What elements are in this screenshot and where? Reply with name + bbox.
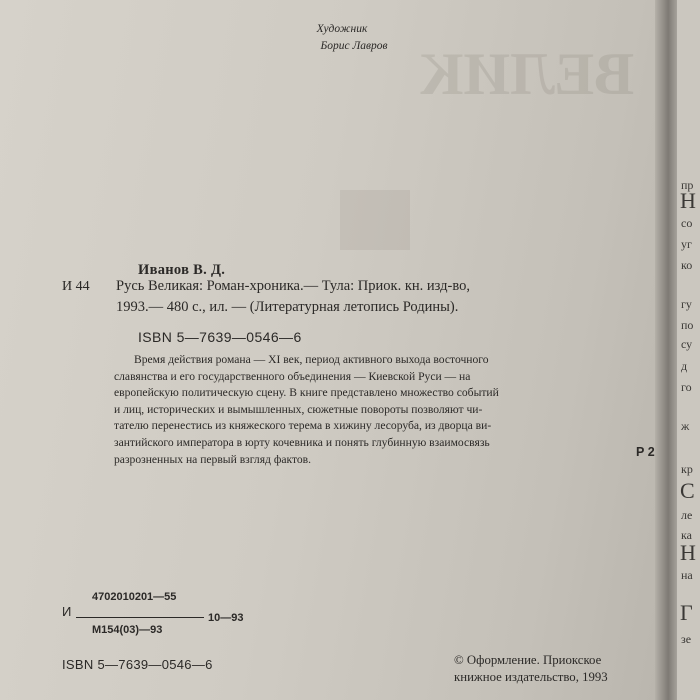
pub-code-denominator: М154(03)—93	[92, 624, 163, 636]
pub-code-numerator: 4702010201—55	[92, 591, 177, 603]
book-gutter	[655, 0, 677, 700]
footer-isbn: ISBN 5—7639—0546—6	[62, 657, 213, 672]
abstract-line: зантийского императора в юрту кочевника и понять глубинную взаимосвязь	[114, 435, 490, 449]
facing-text: су	[681, 337, 693, 351]
abstract-line: разрозненных на первый взгляд фактов.	[114, 452, 312, 466]
facing-text: ко	[681, 258, 693, 272]
facing-page	[677, 0, 700, 700]
isbn: ISBN 5—7639—0546—6	[138, 329, 302, 345]
illustrator-role: Художник	[316, 23, 368, 35]
abstract-line: европейскую политическую сцену. В книге представлено множество событий	[114, 386, 499, 400]
facing-text: зе	[681, 632, 692, 646]
show-through: ВЕЛИК	[420, 41, 635, 107]
facing-text: ж	[681, 419, 690, 433]
abstract-line: тателю перенестись из княжеского терема в хижину лесоруба, из дворца ви-	[114, 419, 492, 433]
facing-text: со	[681, 216, 693, 230]
facing-text: кр	[681, 462, 693, 476]
bibliographic-line-2: 1993.— 480 с., ил. — (Литературная летопись Родины).	[116, 299, 459, 315]
facing-text: уг	[681, 237, 692, 251]
copyright-line-1: © Оформление. Приокское	[454, 653, 602, 667]
facing-text: ка	[681, 528, 692, 542]
abstract	[114, 352, 654, 468]
facing-text: пр	[681, 178, 694, 192]
fraction-line	[76, 617, 204, 618]
illustrator-name: Борис Лавров	[320, 40, 388, 52]
copyright	[454, 652, 608, 686]
facing-text: д	[681, 359, 688, 373]
bibliographic-line-1: Русь Великая: Роман-хроника.— Тула: Приок. кн. изд-во,	[116, 278, 470, 294]
facing-text: Н	[680, 188, 696, 213]
facing-text: по	[681, 318, 694, 332]
facing-text: на	[681, 568, 693, 582]
author-name: Иванов В. Д.	[138, 262, 226, 278]
pub-code-year: 10—93	[208, 612, 244, 624]
abstract-line: и лиц, исторических и вымышленных, сюжетные повороты позволяют чи-	[114, 402, 483, 416]
pub-code-prefix: И	[62, 604, 72, 619]
bbk-code: Р 2	[636, 445, 655, 459]
facing-text: Н	[680, 540, 696, 565]
copyright-line-2: книжное издательство, 1993	[454, 670, 608, 684]
facing-text: С	[680, 478, 695, 503]
show-through-2	[340, 190, 410, 250]
facing-text: Г	[680, 600, 693, 625]
facing-text: гу	[681, 297, 692, 311]
classification-code: И 44	[62, 279, 90, 294]
facing-text: го	[681, 380, 692, 394]
facing-text: ле	[681, 508, 693, 522]
abstract-line: Время действия романа — XI век, период активного выхода восточного	[134, 353, 489, 366]
abstract-line: славянства и его государственного объединения — Киевской Руси — на	[114, 369, 471, 383]
